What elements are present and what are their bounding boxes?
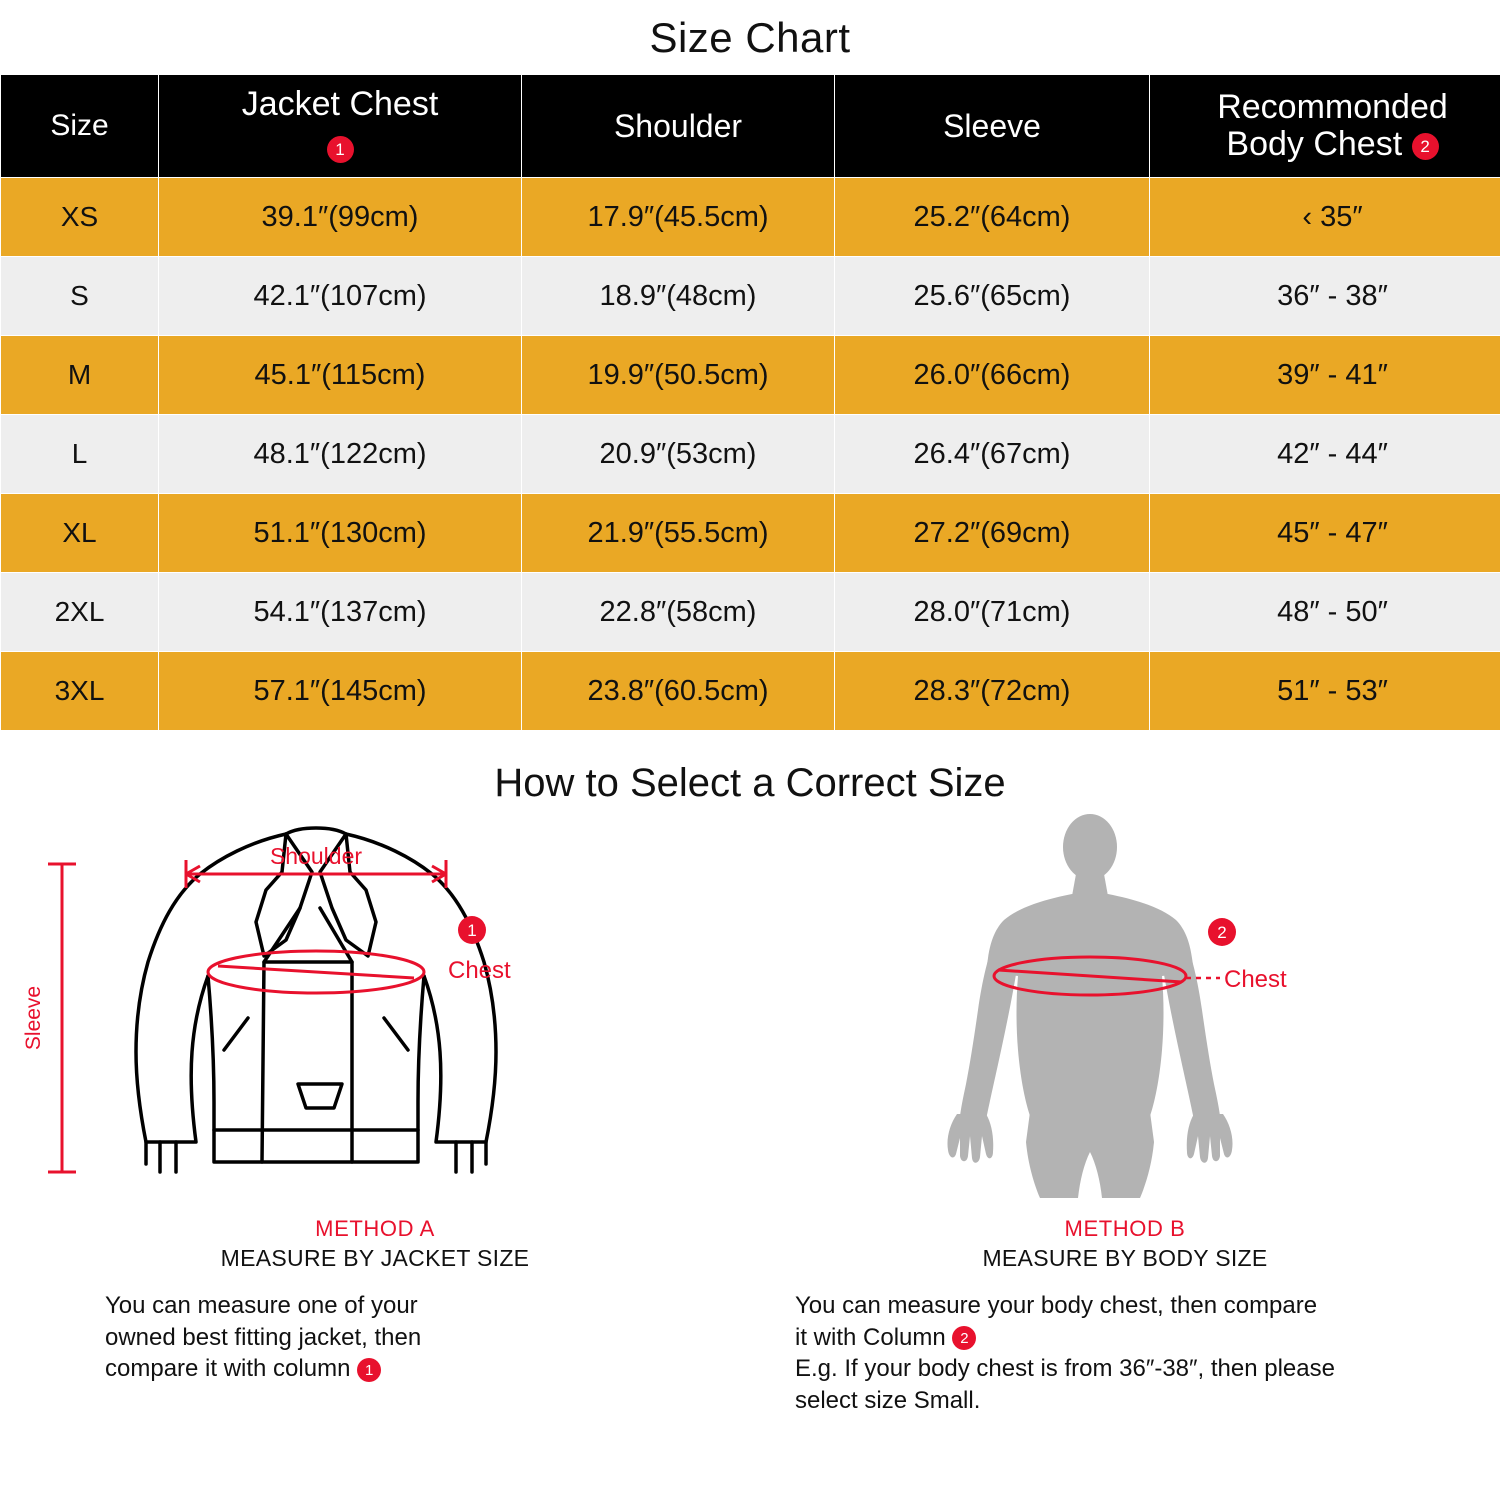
cell-jacket-chest: 48.1″(122cm) (159, 415, 522, 494)
chest-measure-label: Chest (448, 957, 511, 984)
cell-shoulder: 22.8″(58cm) (522, 573, 835, 652)
method-a-desc-line1: You can measure one of your (105, 1292, 418, 1319)
table-header-row (1, 75, 1500, 178)
cell-sleeve: 25.6″(65cm) (835, 257, 1150, 336)
shoulder-measure-label: Shoulder (269, 843, 363, 869)
cell-sleeve: 28.0″(71cm) (835, 573, 1150, 652)
cell-jacket-chest: 51.1″(130cm) (159, 494, 522, 573)
table-row (1, 178, 1500, 257)
body-illustration-svg (750, 812, 1500, 1212)
cell-sleeve: 25.2″(64cm) (835, 178, 1150, 257)
method-a-desc-badge: 1 (357, 1358, 381, 1382)
method-a-description (105, 1290, 535, 1385)
cell-size: M (1, 336, 159, 415)
column-header-jacket-chest-label: Jacket Chest (241, 84, 439, 123)
table-header (1, 75, 1500, 178)
cell-sleeve: 28.3″(72cm) (835, 652, 1150, 731)
table-row (1, 415, 1500, 494)
cell-size: XL (1, 494, 159, 573)
cell-shoulder: 17.9″(45.5cm) (522, 178, 835, 257)
body-chest-measure-label: Chest (1224, 966, 1287, 993)
column-header-body-chest (1150, 75, 1500, 178)
cell-size: S (1, 257, 159, 336)
table-row (1, 494, 1500, 573)
column-header-size-label: Size (50, 108, 109, 142)
cell-shoulder: 20.9″(53cm) (522, 415, 835, 494)
column-header-size (1, 75, 159, 178)
column-badge-1: 1 (327, 136, 354, 163)
page-title: Size Chart (649, 14, 851, 61)
cell-size: L (1, 415, 159, 494)
column-badge-2: 2 (1412, 133, 1439, 160)
cell-size: XS (1, 178, 159, 257)
sleeve-measure-label: Sleeve (22, 985, 45, 1051)
method-b-label: METHOD B (1064, 1216, 1186, 1241)
table-row (1, 257, 1500, 336)
method-a-panel (0, 812, 750, 1417)
column-header-shoulder-label: Shoulder (613, 107, 743, 144)
cell-shoulder: 19.9″(50.5cm) (522, 336, 835, 415)
body-chest-badge-2-label: 2 (1217, 923, 1227, 942)
column-header-sleeve-label: Sleeve (943, 107, 1041, 144)
jacket-illustration-svg (0, 812, 750, 1212)
method-b-description (795, 1290, 1455, 1417)
cell-size: 2XL (1, 573, 159, 652)
method-b-desc-badge: 2 (952, 1326, 976, 1350)
cell-body-chest: ‹ 35″ (1150, 178, 1500, 257)
sleeve-measure-line (48, 864, 76, 1172)
method-b-desc-line2: it with Column (795, 1323, 946, 1351)
size-chart-table (0, 74, 1500, 731)
cell-jacket-chest: 57.1″(145cm) (159, 652, 522, 731)
column-header-body-chest-line1: Recommonded (1217, 87, 1448, 126)
chest-badge-1-label: 1 (467, 921, 477, 940)
column-header-sleeve (835, 75, 1150, 178)
body-silhouette (947, 814, 1232, 1198)
column-badge-1-wrap (160, 128, 520, 167)
cell-jacket-chest: 42.1″(107cm) (159, 257, 522, 336)
table-body (1, 178, 1500, 731)
column-header-jacket-chest (159, 75, 522, 178)
cell-body-chest: 48″ - 50″ (1150, 573, 1500, 652)
cell-body-chest: 45″ - 47″ (1150, 494, 1500, 573)
cell-jacket-chest: 45.1″(115cm) (159, 336, 522, 415)
cell-body-chest: 39″ - 41″ (1150, 336, 1500, 415)
column-header-body-chest-line2: Body Chest (1226, 125, 1403, 163)
cell-jacket-chest: 39.1″(99cm) (159, 178, 522, 257)
cell-shoulder: 23.8″(60.5cm) (522, 652, 835, 731)
cell-body-chest: 51″ - 53″ (1150, 652, 1500, 731)
cell-shoulder: 21.9″(55.5cm) (522, 494, 835, 573)
method-a-desc-line2: owned best fitting jacket, then (105, 1323, 422, 1351)
cell-shoulder: 18.9″(48cm) (522, 257, 835, 336)
method-b-panel (750, 812, 1500, 1417)
cell-sleeve: 27.2″(69cm) (835, 494, 1150, 573)
cell-body-chest: 42″ - 44″ (1150, 415, 1500, 494)
cell-sleeve: 26.4″(67cm) (835, 415, 1150, 494)
method-b-desc-line1: You can measure your body chest, then compare (795, 1292, 1318, 1319)
method-a-desc-line3: compare it with column (105, 1355, 351, 1383)
table-row (1, 336, 1500, 415)
cell-jacket-chest: 54.1″(137cm) (159, 573, 522, 652)
cell-sleeve: 26.0″(66cm) (835, 336, 1150, 415)
method-b-desc-line4: select size Small. (795, 1387, 981, 1415)
cell-body-chest: 36″ - 38″ (1150, 257, 1500, 336)
howto-title: How to Select a Correct Size (494, 761, 1006, 805)
method-b-sub: MEASURE BY BODY SIZE (982, 1245, 1268, 1271)
cell-size: 3XL (1, 652, 159, 731)
table-row (1, 652, 1500, 731)
jacket-diagram (0, 812, 750, 1212)
column-header-shoulder (522, 75, 835, 178)
table-row (1, 573, 1500, 652)
method-a-label: METHOD A (315, 1216, 435, 1241)
method-b-desc-line3: E.g. If your body chest is from 36″-38″, then please (795, 1355, 1335, 1383)
howto-panels (0, 812, 1500, 1417)
body-diagram (750, 812, 1500, 1212)
method-a-sub: MEASURE BY JACKET SIZE (220, 1245, 530, 1271)
